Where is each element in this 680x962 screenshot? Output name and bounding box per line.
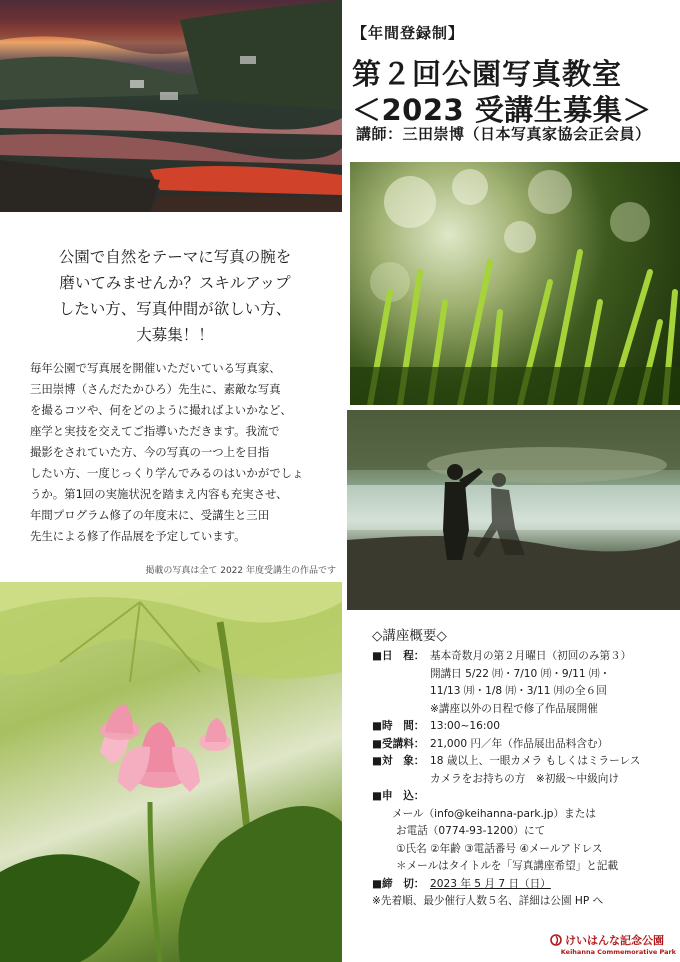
schedule-row-cont [372,683,677,701]
body-line: 座学と実技を交えてご指導いただきます。我流で [30,424,280,438]
apply-row [372,788,677,806]
body-line: 三田崇博（さんだたかひろ）先生に、素敵な写真 [30,382,281,396]
apply-line-row [372,841,677,859]
fee-row [372,736,677,754]
apply-phone-line[interactable]: お電話（0774-93-1200）にて [396,825,546,837]
target-label: ■対 象： [372,755,425,767]
body-line: うか。第1回の実施状況を踏まえ内容も充実させ、 [30,487,288,501]
schedule-row-cont [372,666,677,684]
page-subtitle: ＜2023 受講生募集＞ [352,93,652,127]
catch-copy [30,244,320,348]
logo-name-row [550,932,676,948]
target-row-cont [372,771,677,789]
course-outline [372,648,677,911]
registration-tag: 【年間登録制】 [352,24,465,42]
catch-line: したい方、写真仲間が欲しい方、 [58,300,292,318]
apply-line-row [372,858,677,876]
logo-mark-icon [550,934,562,946]
deadline-label: ■締 切： [372,877,425,890]
lotus-photo [0,582,342,962]
apply-items-line: ①氏名 ②年齢 ③電話番号 ④メールアドレス [396,842,603,855]
target-line: 18 歳以上、一眼カメラ もしくはミラーレス [430,755,641,767]
apply-label: ■申 込： [372,790,425,802]
apply-email-line[interactable]: メール（info@keihanna-park.jp）または [392,807,596,820]
photo-credit: 掲載の写真は全て 2022 年度受講生の作品です [145,566,336,576]
apply-line-row [372,806,677,824]
spacer [372,701,430,719]
time-value: 13:00~16:00 [430,720,500,732]
body-line: を撮るコツや、何をどのように撮ればよいかなど、 [30,403,292,417]
grass-photo [350,162,680,405]
schedule-row [372,648,677,666]
apply-note-line: ＊メールはタイトルを「写真講座希望」と記載 [396,860,619,872]
deadline-row [372,876,677,894]
fee-label: ■受講料： [372,737,425,750]
schedule-row-cont [372,701,677,719]
spacer [372,683,430,701]
schedule-line: ※講座以外の日程で修了作品展開催 [430,702,598,715]
deadline-value: 2023 年 5 月 7 日（日） [430,877,551,890]
outline-heading: ◇講座概要◇ [372,628,447,644]
body-line: したい方、一度じっくり学んでみるのはいかがでしょ [30,466,304,480]
catch-line: 公園で自然をテーマに写真の腕を [58,248,292,266]
schedule-line: 基本奇数月の第２月曜日（初回のみ第３） [430,650,632,662]
rice-terrace-photo [0,0,342,212]
catch-line: 磨いてみませんか？スキルアップ [59,274,291,292]
time-label: ■時 間： [372,720,425,732]
logo-name: けいはんな記念公園 [565,934,664,947]
schedule-line: 開講日 5/22 ㈪・7/10 ㈪・9/11 ㈪・ [430,667,611,680]
lecturer-line: 講師：三田崇博（日本写真家協会正会員） [356,125,651,143]
catch-line: 大募集！！ [136,326,214,344]
spacer [372,666,430,684]
body-line: 撮影をされていた方、今の写真の一つ上を目指 [30,445,270,459]
intro-body [30,358,330,547]
page-title: 第２回公園写真教室 [352,57,623,91]
river-photo [347,410,680,610]
body-line: 毎年公園で写真展を開催いただいている写真家、 [30,361,281,375]
schedule-label: ■日 程： [372,650,425,662]
time-row [372,718,677,736]
note-row [372,893,677,911]
apply-line-row [372,823,677,841]
target-row [372,753,677,771]
body-line: 先生による修了作品展を予定しています。 [30,529,246,543]
spacer [372,771,430,789]
park-logo[interactable] [550,932,676,956]
logo-english: Keihanna Commemorative Park [560,948,676,956]
schedule-line: 11/13 ㈪・1/8 ㈪・3/11 ㈪の全６回 [430,685,607,697]
body-line: 年間プログラム修了の年度末に、受講生と三田 [30,508,270,522]
outline-note: ※先着順、最少催行人数５名、詳細は公園 HP へ [372,895,604,907]
fee-value: 21,000 円／年（作品展出品料含む） [430,737,609,750]
target-line: カメラをお持ちの方 ※初級～中級向け [430,772,619,785]
